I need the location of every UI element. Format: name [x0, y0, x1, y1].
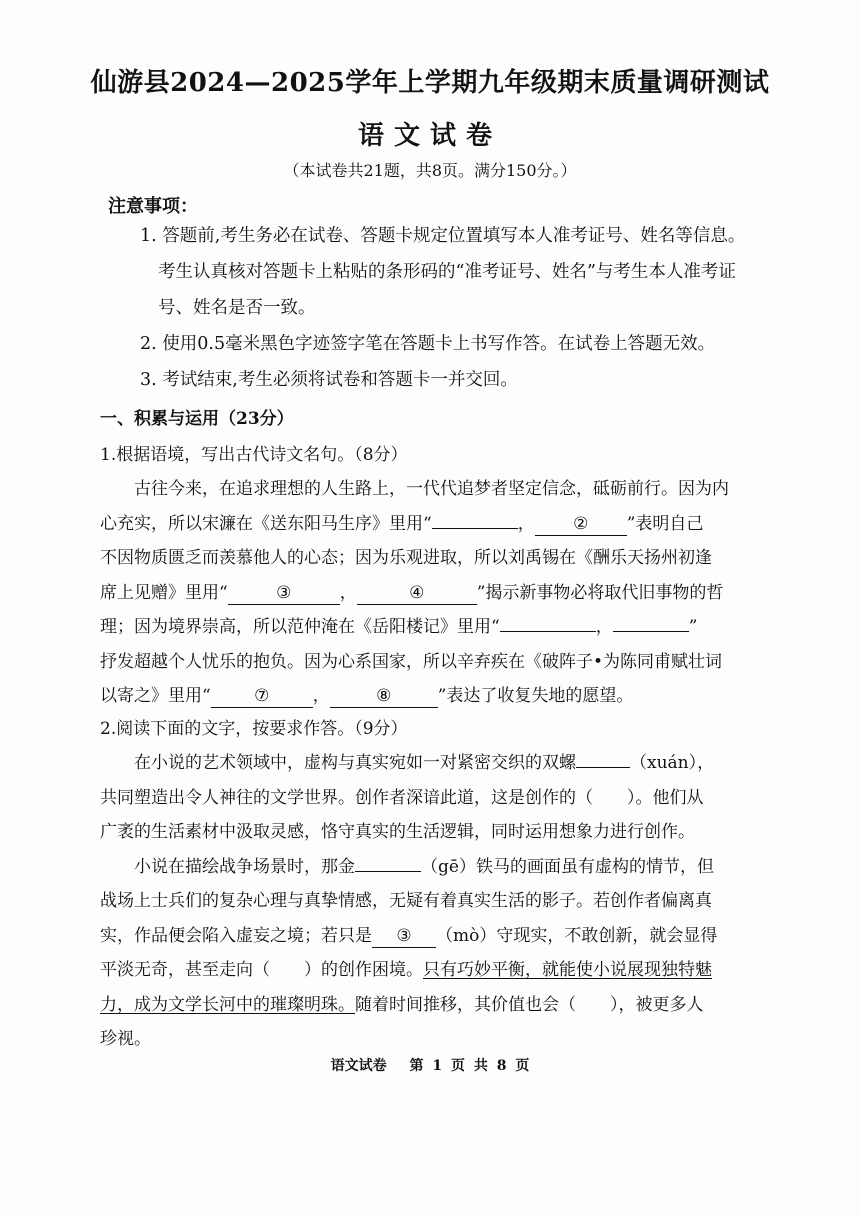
question-2-passage: 在小说的艺术领域中，虚构与真实宛如一对紧密交织的双螺 （xuán）， 共同塑造出令人神往的文学世界。创作者深谙此道，这是创作的（ ）。他们从 广袤的生活素材中汲取灵感，恪守真实的生活逻辑，同时运用想象力进行创作。 小说在描绘战争场景时，那金 （gē）铁马的画面虽有虚构的情节，但 战场上士兵们的复杂心理与真挚情感，无疑有着真实生活的影子。若创作者偏离真 实，作品便会陷入虚妄之境；若只是 ③ （mò）守现实，不敢创新，就会显得 平淡无奇，甚至走向（ ）的创作困境。只有巧妙平衡，就能使小说展现独特魅 力，成为文学长河中的璀璨明珠。随着时间推移，其价值也会（ ），被更多人 珍视。	[100, 753, 718, 1049]
section-heading: 一、积累与运用（23分）	[100, 409, 294, 429]
answer-blank[interactable]	[576, 767, 630, 768]
notice-item-1-cont2: 号、姓名是否一致。	[158, 298, 316, 318]
answer-blank[interactable]: ②	[535, 513, 627, 536]
notice-item-1: 1. 答题前,考生务必在试卷、答题卡规定位置填写本人准考证号、姓名等信息。	[140, 226, 746, 246]
notice-item-1-cont: 考生认真核对答题卡上粘贴的条形码的“准考证号、姓名”与考生本人准考证	[158, 262, 736, 282]
page-footer: 语文试卷 第 1 页 共 8 页	[330, 1058, 530, 1074]
answer-blank[interactable]	[500, 631, 596, 632]
answer-blank[interactable]: ④	[357, 582, 477, 605]
answer-blank[interactable]	[432, 528, 518, 529]
underlined-sentence: 只有巧妙平衡，就能使小说展现独特魅	[423, 960, 712, 980]
subject-title: 语文试卷	[357, 121, 502, 151]
notice-item-2: 2. 使用0.5毫米黑色字迹签字笔在答题卡上书写作答。在试卷上答题无效。	[140, 334, 716, 354]
answer-blank[interactable]: ⑦	[211, 685, 313, 708]
answer-blank[interactable]: ⑧	[330, 685, 438, 708]
answer-blank[interactable]: ③	[372, 925, 436, 948]
exam-meta: （本试卷共21题，共8页。满分150分。）	[283, 161, 577, 180]
notice-item-3: 3. 考试结束,考生必须将试卷和答题卡一并交回。	[140, 370, 518, 390]
question-2-prompt: 2.阅读下面的文字，按要求作答。（9分）	[100, 719, 408, 739]
question-1-prompt: 1.根据语境，写出古代诗文名句。（8分）	[100, 445, 408, 465]
question-1-passage: 古往今来，在追求理想的人生路上，一代代追梦者坚定信念，砥砺前行。因为内 心充实，所以宋濂在《送东阳马生序》里用“ ， ② ”表明自己 不因物质匮乏而羡慕他人的心态；因为乐观进取，所以刘禹锡在《酬乐天扬州初逢 席上见赠》里用“ ③ ， ④ ”揭示新事物必将取代旧事物的哲 理；因为境界崇高，所以范仲淹在《岳阳楼记》里用“ ， ” 抒发超越个人忧乐的抱负。因为心系国家，所以辛弃疾在《破阵子•为陈同甫赋壮词 以寄之》里用“ ⑦ ， ⑧ ”表达了收复失地的愿望。	[100, 479, 729, 706]
underlined-sentence-cont: 力，成为文学长河中的璀璨明珠。	[100, 994, 355, 1015]
answer-blank[interactable]	[613, 631, 689, 632]
notice-heading: 注意事项：	[108, 196, 198, 217]
exam-title: 仙游县2024—2025学年上学期九年级期末质量调研测试	[90, 68, 770, 98]
answer-blank[interactable]: ③	[228, 582, 340, 605]
answer-blank[interactable]	[355, 871, 421, 872]
